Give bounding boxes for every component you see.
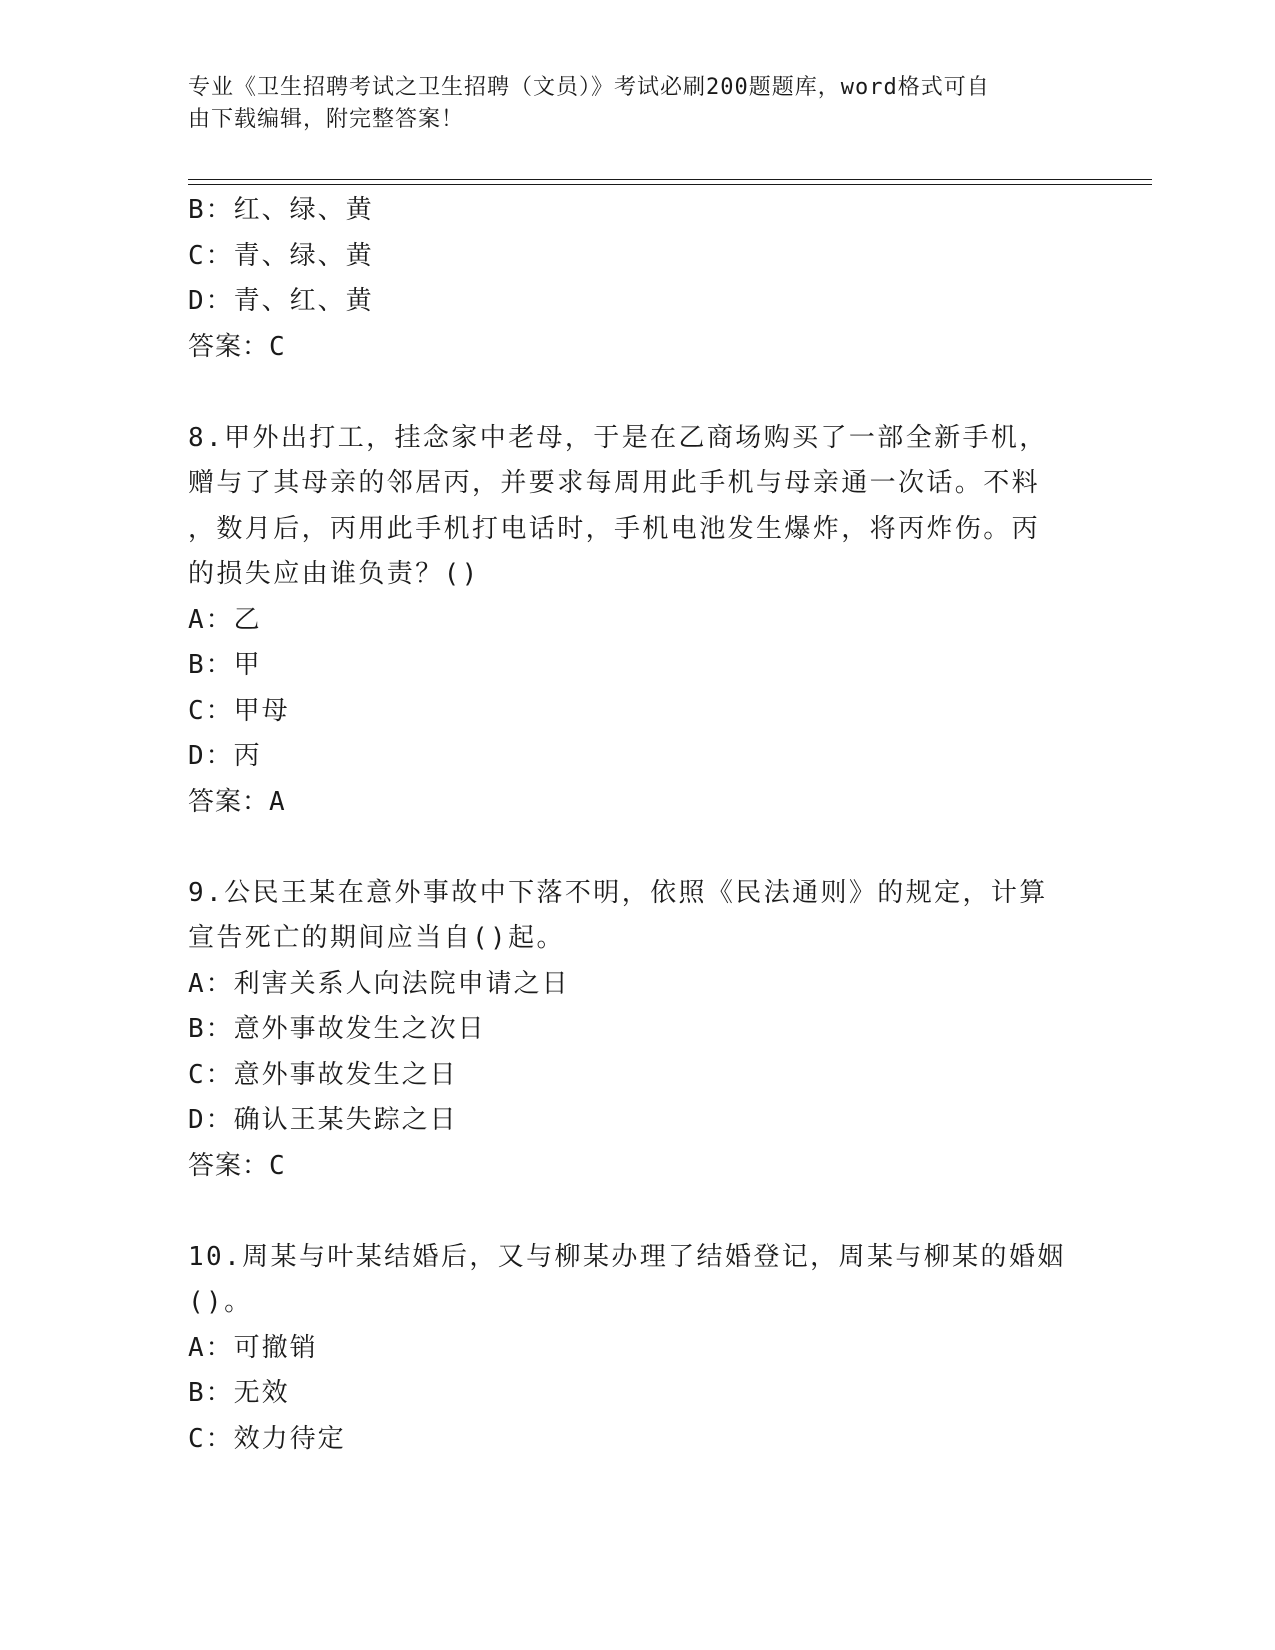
option-d: D：确认王某失踪之日 [188,1105,458,1135]
question-stem [188,1235,1088,1326]
option-b: B：意外事故发生之次日 [188,1014,486,1044]
question-9 [188,871,1088,1190]
stem-line: 9.公民王某在意外事故中下落不明，依照《民法通则》的规定，计算 [188,877,1048,908]
stem-line: ，数月后，丙用此手机打电话时，手机电池发生爆炸，将丙炸伤。丙 [188,513,1041,544]
stem-line: 的损失应由谁负责？() [188,559,480,589]
header-divider-top [188,179,1152,180]
answer-line: 答案：C [188,1150,286,1181]
option-d: D：青、红、黄 [188,286,374,316]
stem-line: 8.甲外出打工，挂念家中老母，于是在乙商场购买了一部全新手机， [188,422,1048,453]
option-c: C：甲母 [188,695,290,726]
stem-line: ()。 [188,1287,253,1317]
option-c: C：效力待定 [188,1423,346,1454]
question-8 [188,416,1088,826]
question-stem [188,416,1088,598]
question-stem [188,871,1088,962]
stem-line: 赠与了其母亲的邻居丙，并要求每周用此手机与母亲通一次话。不料 [188,468,1041,498]
stem-line: 10.周某与叶某结婚后，又与柳某办理了结婚登记，周某与柳某的婚姻 [188,1241,1066,1272]
option-a: A：乙 [188,604,262,635]
document-header [188,72,1068,136]
option-a: A：利害关系人向法院申请之日 [188,968,570,999]
option-b: B：甲 [188,650,262,680]
option-b: B：红、绿、黄 [188,195,374,225]
prev-question-block [188,188,1088,370]
question-10 [188,1235,1088,1463]
answer-line: 答案：A [188,786,286,817]
option-a: A：可撤销 [188,1332,318,1363]
question-content [188,188,1088,1462]
stem-line: 宣告死亡的期间应当自()起。 [188,923,565,953]
option-b: B：无效 [188,1378,290,1408]
option-c: C：意外事故发生之日 [188,1059,458,1090]
header-line-2: 由下载编辑，附完整答案！ [188,107,465,132]
answer-line: 答案：C [188,331,286,362]
header-line-1: 专业《卫生招聘考试之卫生招聘（文员）》考试必刷200题题库，word格式可自 [188,75,990,100]
header-divider-bottom [188,184,1152,185]
option-d: D：丙 [188,741,262,771]
option-c: C：青、绿、黄 [188,240,374,271]
